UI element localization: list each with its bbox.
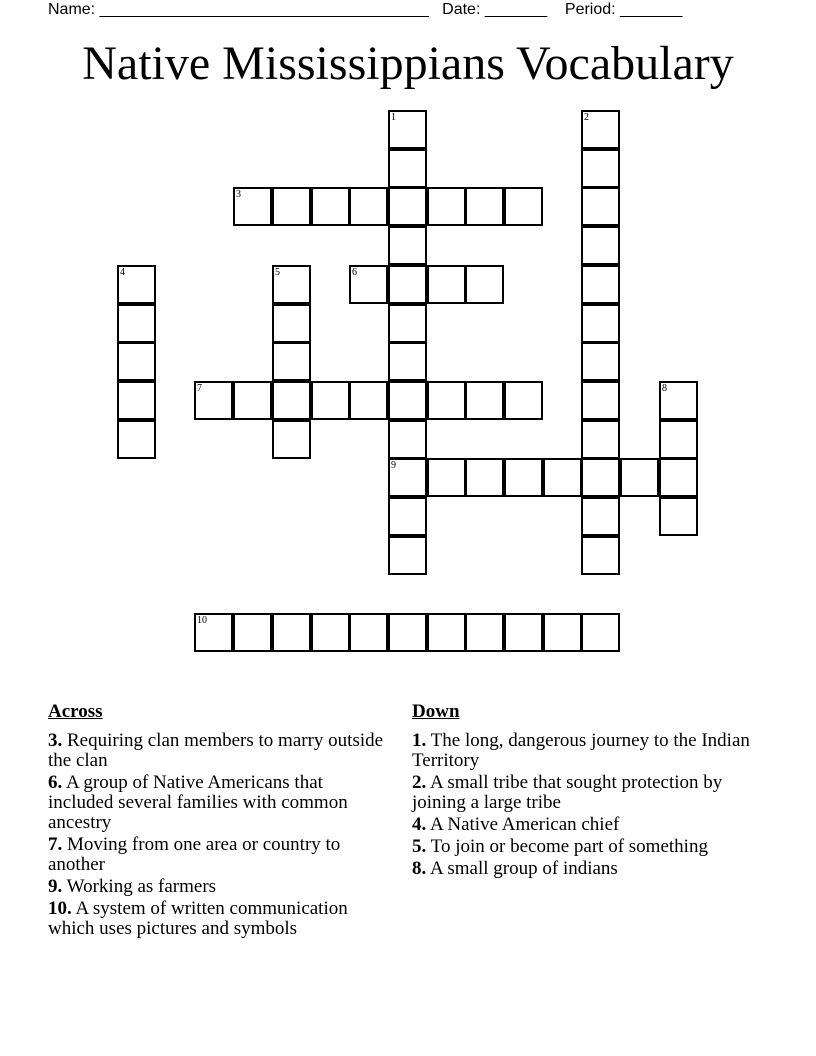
- crossword-cell[interactable]: [272, 613, 311, 652]
- clue-across-6: [48, 773, 393, 833]
- crossword-cell[interactable]: [581, 304, 620, 343]
- crossword-cell[interactable]: [504, 187, 543, 226]
- crossword-cell[interactable]: [388, 187, 427, 226]
- crossword-cell[interactable]: [581, 497, 620, 536]
- clue-across-10: [48, 899, 393, 939]
- down-clues: [412, 702, 757, 881]
- clue-text: The long, dangerous journey to the Indian Territory: [412, 730, 750, 771]
- crossword-cell[interactable]: [194, 381, 233, 420]
- clue-text: A small tribe that sought protection by joining a large tribe: [412, 772, 723, 813]
- crossword-cell[interactable]: [581, 420, 620, 459]
- cell-number: 6: [352, 267, 357, 278]
- crossword-cell[interactable]: [581, 458, 620, 497]
- crossword-cell[interactable]: [117, 304, 156, 343]
- crossword-cell[interactable]: [272, 265, 311, 304]
- clue-text: Requiring clan members to marry outside the clan: [48, 730, 384, 771]
- crossword-cell[interactable]: [117, 265, 156, 304]
- crossword-cell[interactable]: [581, 110, 620, 149]
- crossword-cell[interactable]: [427, 187, 466, 226]
- crossword-cell[interactable]: [272, 304, 311, 343]
- clue-down-4: [412, 815, 757, 835]
- clue-across-3: [48, 731, 393, 771]
- clue-number: 5.: [412, 836, 427, 857]
- clue-number: 4.: [412, 814, 427, 835]
- cell-number: 9: [391, 460, 396, 471]
- crossword-cell[interactable]: [581, 149, 620, 188]
- crossword-cell[interactable]: [659, 381, 698, 420]
- crossword-cell[interactable]: [117, 381, 156, 420]
- crossword-cell[interactable]: [659, 420, 698, 459]
- clue-text: Moving from one area or country to another: [48, 834, 341, 875]
- across-heading: Across: [48, 701, 103, 722]
- name-date-period-line: Name: _____________________________________ Date: _______ Period: _______: [48, 1, 683, 18]
- crossword-cell[interactable]: [581, 381, 620, 420]
- down-heading: Down: [412, 701, 460, 722]
- crossword-cell[interactable]: [194, 613, 233, 652]
- clue-number: 6.: [48, 772, 63, 793]
- crossword-cell[interactable]: [388, 226, 427, 265]
- clue-text: Working as farmers: [66, 876, 217, 897]
- crossword-cell[interactable]: [349, 187, 388, 226]
- crossword-cell[interactable]: [233, 613, 272, 652]
- crossword-cell[interactable]: [581, 265, 620, 304]
- crossword-cell[interactable]: [272, 342, 311, 381]
- clue-text: A small group of indians: [429, 858, 618, 879]
- crossword-cell[interactable]: [581, 536, 620, 575]
- clue-text: A group of Native Americans that included several families with common ancestry: [48, 772, 348, 833]
- clue-number: 10.: [48, 898, 72, 919]
- across-clues: [48, 702, 393, 941]
- clue-number: 8.: [412, 858, 427, 879]
- crossword-cell[interactable]: [427, 265, 466, 304]
- page-title: Native Mississippians Vocabulary: [82, 37, 734, 90]
- crossword-cell[interactable]: [581, 613, 620, 652]
- crossword-cell[interactable]: [581, 226, 620, 265]
- crossword-cell[interactable]: [465, 187, 504, 226]
- crossword-cell[interactable]: [388, 149, 427, 188]
- crossword-cell[interactable]: [233, 187, 272, 226]
- crossword-cell[interactable]: [504, 613, 543, 652]
- crossword-cell[interactable]: [388, 497, 427, 536]
- clue-number: 1.: [412, 730, 427, 751]
- crossword-cell[interactable]: [581, 187, 620, 226]
- clue-number: 3.: [48, 730, 63, 751]
- crossword-cell[interactable]: [388, 613, 427, 652]
- cell-number: 4: [120, 267, 125, 278]
- cell-number: 10: [197, 615, 207, 626]
- clue-number: 7.: [48, 834, 63, 855]
- crossword-cell[interactable]: [543, 613, 582, 652]
- crossword-cell[interactable]: [349, 613, 388, 652]
- crossword-cell[interactable]: [465, 381, 504, 420]
- crossword-cell[interactable]: [504, 381, 543, 420]
- clue-text: To join or become part of something: [430, 836, 708, 857]
- crossword-cell[interactable]: [465, 458, 504, 497]
- crossword-cell[interactable]: [388, 110, 427, 149]
- clue-number: 2.: [412, 772, 427, 793]
- crossword-cell[interactable]: [388, 458, 427, 497]
- crossword-cell[interactable]: [311, 613, 350, 652]
- crossword-cell[interactable]: [388, 420, 427, 459]
- crossword-cell[interactable]: [349, 381, 388, 420]
- crossword-cell[interactable]: [659, 497, 698, 536]
- crossword-cell[interactable]: [388, 304, 427, 343]
- crossword-cell[interactable]: [388, 342, 427, 381]
- crossword-cell[interactable]: [117, 342, 156, 381]
- crossword-cell[interactable]: [465, 613, 504, 652]
- cell-number: 1: [391, 112, 396, 123]
- crossword-cell[interactable]: [349, 265, 388, 304]
- crossword-cell[interactable]: [388, 265, 427, 304]
- crossword-cell[interactable]: [233, 381, 272, 420]
- clue-text: A system of written communication which uses pictures and symbols: [48, 898, 348, 939]
- crossword-cell[interactable]: [465, 265, 504, 304]
- clue-down-2: [412, 773, 757, 813]
- crossword-cell[interactable]: [504, 458, 543, 497]
- clue-number: 9.: [48, 876, 63, 897]
- cell-number: 2: [584, 112, 589, 123]
- clue-down-8: [412, 859, 757, 879]
- cell-number: 8: [662, 383, 667, 394]
- crossword-cell[interactable]: [311, 381, 350, 420]
- cell-number: 5: [275, 267, 280, 278]
- cell-number: 3: [236, 189, 241, 200]
- crossword-cell[interactable]: [581, 342, 620, 381]
- crossword-cell[interactable]: [659, 458, 698, 497]
- crossword-cell[interactable]: [427, 613, 466, 652]
- crossword-cell[interactable]: [272, 420, 311, 459]
- crossword-cell[interactable]: [543, 458, 582, 497]
- cell-number: 7: [197, 383, 202, 394]
- crossword-cell[interactable]: [388, 536, 427, 575]
- crossword-cell[interactable]: [272, 381, 311, 420]
- crossword-cell[interactable]: [427, 458, 466, 497]
- clue-text: A Native American chief: [429, 814, 620, 835]
- clue-down-5: [412, 837, 757, 857]
- clue-down-1: [412, 731, 757, 771]
- crossword-cell[interactable]: [117, 420, 156, 459]
- crossword-cell[interactable]: [620, 458, 659, 497]
- crossword-cell[interactable]: [272, 187, 311, 226]
- crossword-cell[interactable]: [311, 187, 350, 226]
- clue-across-7: [48, 835, 393, 875]
- crossword-cell[interactable]: [427, 381, 466, 420]
- crossword-cell[interactable]: [388, 381, 427, 420]
- clue-across-9: [48, 877, 393, 897]
